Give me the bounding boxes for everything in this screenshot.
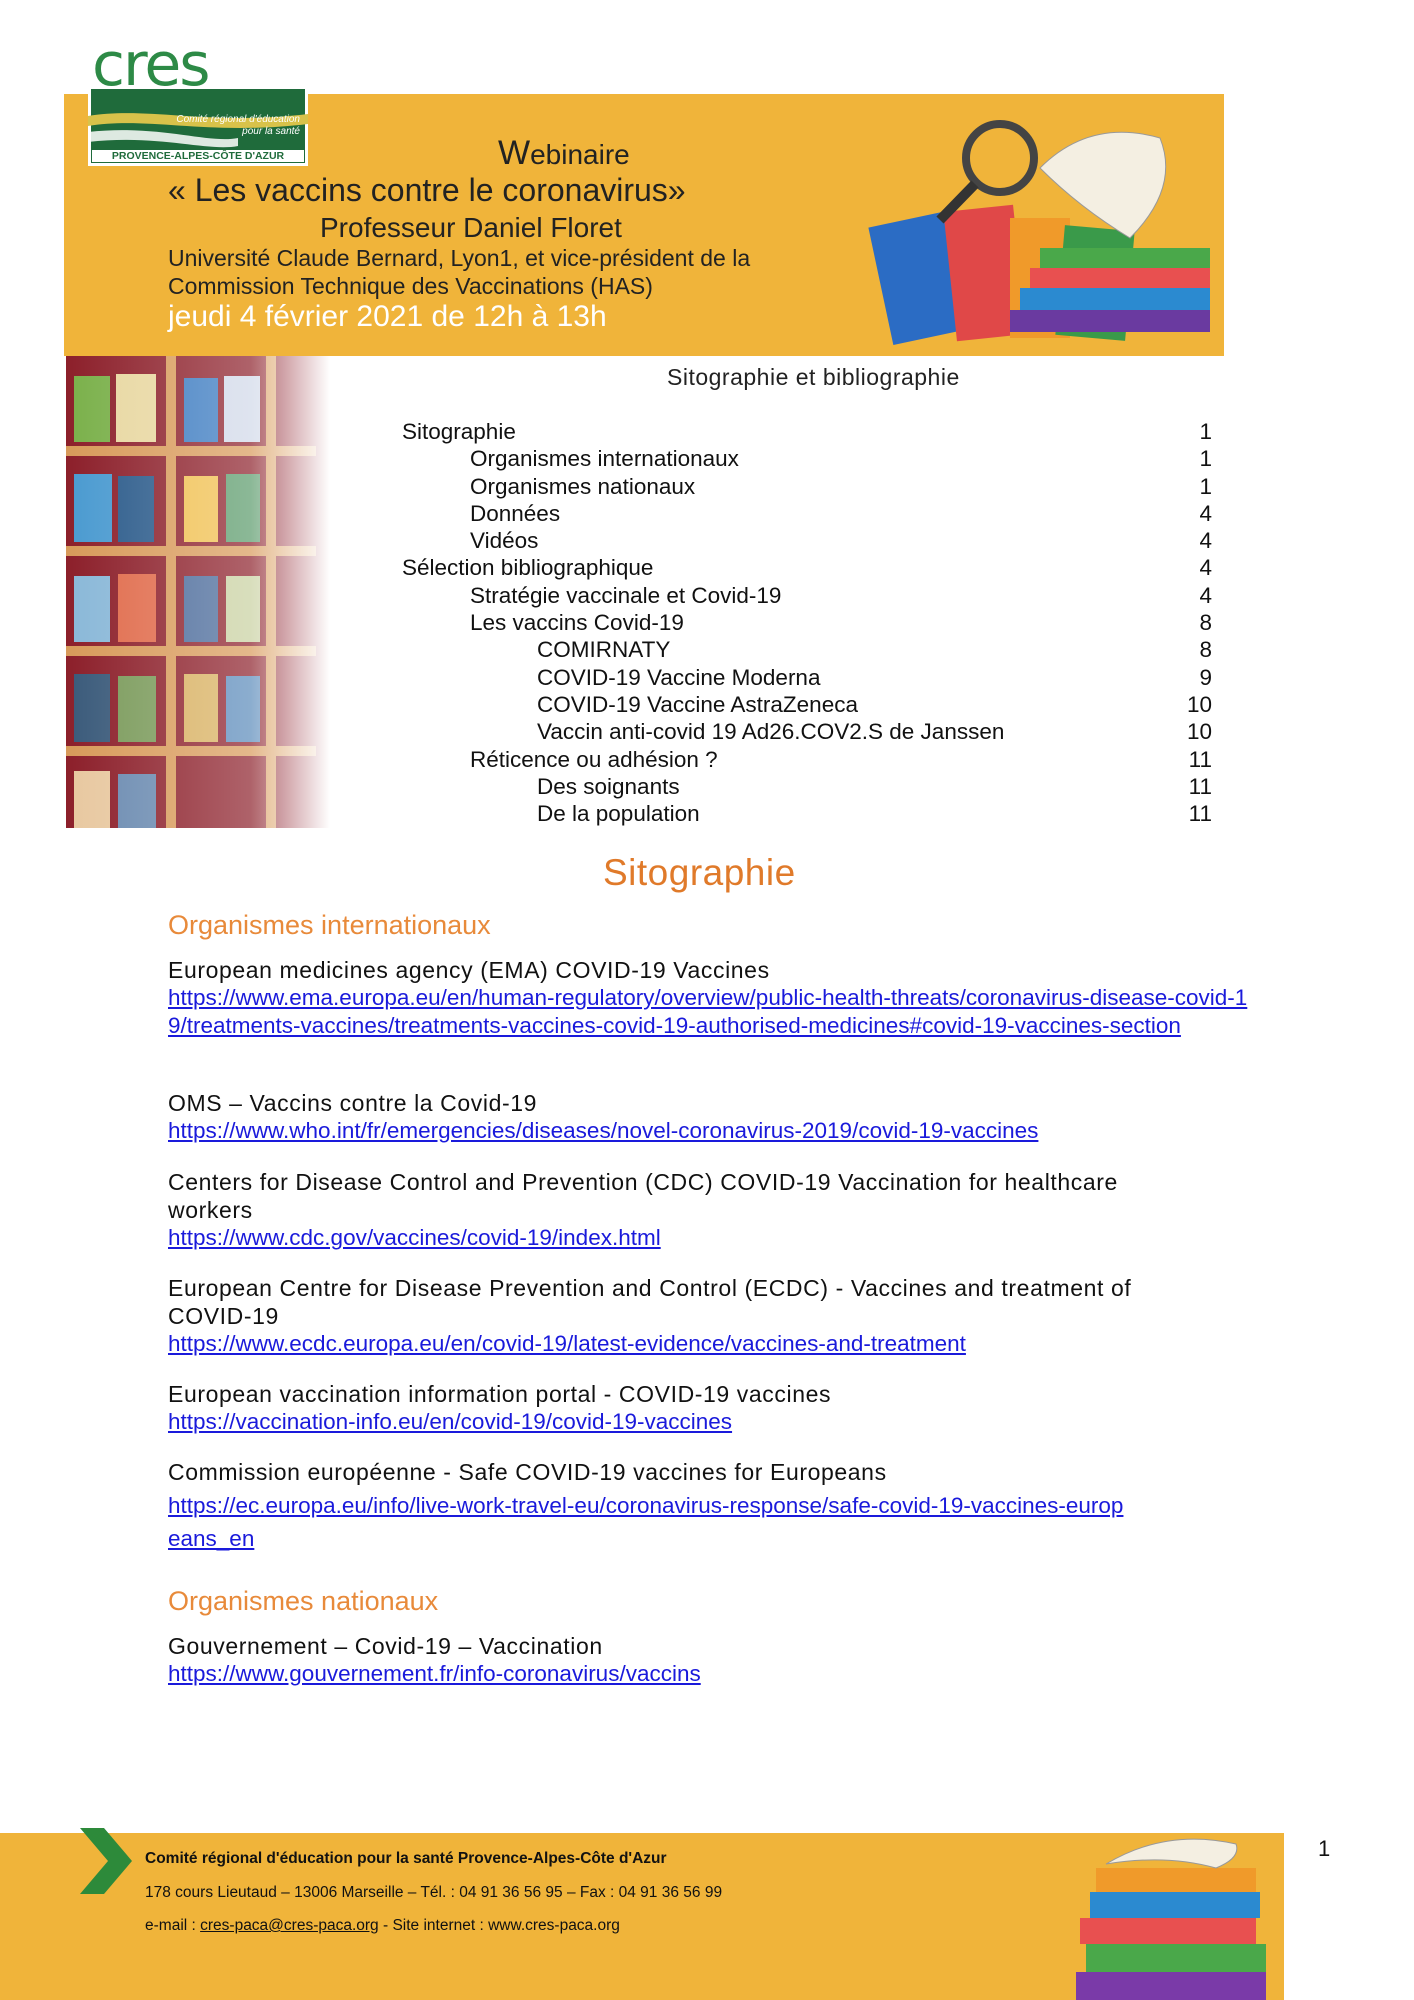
toc-entry-label: Vidéos bbox=[470, 528, 539, 554]
chevron-right-icon bbox=[80, 1828, 132, 1894]
entry-title: European Centre for Disease Prevention and Control (ECDC) - Vaccines and treatment of COVID-19 bbox=[168, 1275, 1132, 1329]
toc-entry-label: COMIRNATY bbox=[537, 637, 671, 663]
toc-entry-page: 9 bbox=[1199, 664, 1212, 690]
entry-title: European medicines agency (EMA) COVID-19 Vaccines bbox=[168, 957, 770, 983]
entry-title: OMS – Vaccins contre la Covid-19 bbox=[168, 1090, 538, 1116]
webinar-label bbox=[498, 134, 630, 173]
footer-address: 178 cours Lieutaud – 13006 Marseille – Tél. : 04 91 36 56 95 – Fax : 04 91 36 56 99 bbox=[145, 1884, 723, 1901]
toc-entry[interactable] bbox=[402, 747, 1212, 774]
toc-entry-page: 10 bbox=[1186, 691, 1212, 717]
toc-entry-label: COVID-19 Vaccine Moderna bbox=[537, 664, 821, 690]
entry-link[interactable]: https://www.ema.europa.eu/en/human-regulatory/overview/public-health-threats/coronavirus-disease-covid-19/treatments-vaccines/treatments-vaccines-covid-19-authorised-medicines#covid-19-vaccines-section bbox=[168, 985, 1248, 1038]
toc-entry-page: 1 bbox=[1199, 419, 1212, 444]
intl-entry bbox=[168, 1458, 1128, 1555]
intl-entry bbox=[168, 1380, 1248, 1436]
toc-entry-label: Sitographie bbox=[402, 419, 516, 444]
section-title: Sitographie bbox=[603, 852, 796, 893]
entry-title: Commission européenne - Safe COVID-19 vaccines for Europeans bbox=[168, 1459, 887, 1485]
toc-entry-label: Organismes internationaux bbox=[470, 446, 739, 472]
webinar-date: jeudi 4 février 2021 de 12h à 13h bbox=[168, 300, 607, 333]
toc-entry-label: Les vaccins Covid-19 bbox=[470, 610, 684, 636]
logo-subtitle: Comité régional d'éducation pour la santé bbox=[176, 114, 300, 137]
toc-entry[interactable] bbox=[402, 501, 1212, 528]
toc-entry[interactable] bbox=[402, 801, 1212, 828]
logo-region: PROVENCE-ALPES-CÔTE D'AZUR bbox=[92, 150, 304, 162]
footer-org: Comité régional d'éducation pour la santé Provence-Alpes-Côte d'Azur bbox=[145, 1850, 667, 1867]
entry-title: Gouvernement – Covid-19 – Vaccination bbox=[168, 1633, 603, 1659]
footer-site: - Site internet : www.cres-paca.org bbox=[378, 1917, 620, 1934]
entry-link[interactable]: https://www.gouvernement.fr/info-coronavirus/vaccins bbox=[168, 1661, 701, 1686]
entry-link[interactable]: https://vaccination-info.eu/en/covid-19/covid-19-vaccines bbox=[168, 1409, 733, 1434]
footer-email-label: e-mail : bbox=[145, 1917, 201, 1934]
toc-entry-page: 10 bbox=[1186, 719, 1212, 745]
toc-entry-label: COVID-19 Vaccine AstraZeneca bbox=[537, 691, 858, 717]
toc-entry-page: 1 bbox=[1199, 446, 1212, 472]
entry-link[interactable]: https://www.cdc.gov/vaccines/covid-19/index.html bbox=[168, 1225, 661, 1250]
toc-entry[interactable] bbox=[402, 528, 1212, 555]
entry-link[interactable]: https://www.ecdc.europa.eu/en/covid-19/latest-evidence/vaccines-and-treatment bbox=[168, 1331, 966, 1356]
entry-title: European vaccination information portal - COVID-19 vaccines bbox=[168, 1381, 832, 1407]
toc-entry-label: De la population bbox=[537, 801, 700, 827]
toc-entry[interactable] bbox=[402, 555, 1212, 582]
toc-entry-label: Stratégie vaccinale et Covid-19 bbox=[470, 582, 782, 608]
toc-entry-label: Des soignants bbox=[537, 773, 680, 799]
toc-entry-page: 11 bbox=[1188, 746, 1212, 772]
entry-title: Centers for Disease Control and Prevention (CDC) COVID-19 Vaccination for healthcare workers bbox=[168, 1169, 1118, 1223]
toc-entry-page: 4 bbox=[1199, 500, 1212, 526]
toc-entry-page: 4 bbox=[1199, 528, 1212, 554]
webinar-subject: « Les vaccins contre le coronavirus» bbox=[168, 172, 686, 208]
affiliation-line-1: Université Claude Bernard, Lyon1, et vice-président de la bbox=[168, 245, 751, 271]
entry-link[interactable]: https://ec.europa.eu/info/live-work-travel-eu/coronavirus-response/safe-covid-19-vaccines-europeans_en bbox=[168, 1493, 1124, 1551]
toc-entry-page: 11 bbox=[1188, 773, 1212, 799]
webinar-speaker: Professeur Daniel Floret bbox=[320, 212, 622, 243]
toc-entry[interactable] bbox=[402, 692, 1212, 719]
toc-entry[interactable] bbox=[402, 665, 1212, 692]
toc-entry-page: 1 bbox=[1199, 473, 1212, 499]
toc-entry[interactable] bbox=[402, 610, 1212, 637]
toc-entry-page: 8 bbox=[1199, 637, 1212, 663]
toc-entry-page: 11 bbox=[1188, 801, 1212, 827]
toc-entry-label: Organismes nationaux bbox=[470, 473, 696, 499]
toc-entry-page: 4 bbox=[1199, 582, 1212, 608]
intl-entry bbox=[168, 1168, 1188, 1252]
toc-entry[interactable] bbox=[402, 583, 1212, 610]
footer-contact bbox=[145, 1917, 620, 1935]
toc-entry[interactable] bbox=[402, 637, 1212, 664]
toc-entry-label: Réticence ou adhésion ? bbox=[470, 746, 718, 772]
books-stack-illustration bbox=[1066, 1834, 1282, 2000]
toc-entry-label: Données bbox=[470, 500, 561, 526]
heading-national-organisations: Organismes nationaux bbox=[168, 1586, 439, 1616]
page-number: 1 bbox=[1318, 1836, 1331, 1861]
national-entry bbox=[168, 1632, 1248, 1688]
entry-link[interactable]: https://www.who.int/fr/emergencies/diseases/novel-coronavirus-2019/covid-19-vaccines bbox=[168, 1118, 1039, 1143]
books-illustration bbox=[860, 98, 1222, 356]
toc-entry-label: Vaccin anti-covid 19 Ad26.COV2.S de Janssen bbox=[537, 719, 1005, 745]
webinar-initial: W bbox=[498, 134, 531, 172]
intl-entry bbox=[168, 1274, 1198, 1358]
webinar-affiliation bbox=[168, 244, 808, 300]
toc-entry[interactable] bbox=[402, 719, 1212, 746]
toc-entry-page: 8 bbox=[1199, 610, 1212, 636]
toc-entry[interactable] bbox=[402, 446, 1212, 473]
toc-entry[interactable] bbox=[402, 774, 1212, 801]
toc-title: Sitographie et bibliographie bbox=[667, 364, 960, 390]
intl-entry bbox=[168, 1089, 1248, 1145]
heading-intl-organisations: Organismes internationaux bbox=[168, 910, 491, 940]
toc-entry[interactable] bbox=[402, 474, 1212, 501]
toc-entry-page: 4 bbox=[1199, 555, 1212, 581]
toc-entry-label: Sélection bibliographique bbox=[402, 555, 654, 581]
webinar-rest: ebinaire bbox=[530, 139, 630, 170]
toc-entry[interactable] bbox=[402, 419, 1212, 446]
intl-entry bbox=[168, 956, 1248, 1039]
bookshelf-image bbox=[66, 356, 330, 828]
footer-email-link[interactable]: cres-paca@cres-paca.org bbox=[200, 1917, 379, 1934]
affiliation-line-2: Commission Technique des Vaccinations (HAS) bbox=[168, 273, 653, 299]
table-of-contents bbox=[402, 419, 1212, 828]
logo-wordmark: cres bbox=[92, 30, 209, 100]
